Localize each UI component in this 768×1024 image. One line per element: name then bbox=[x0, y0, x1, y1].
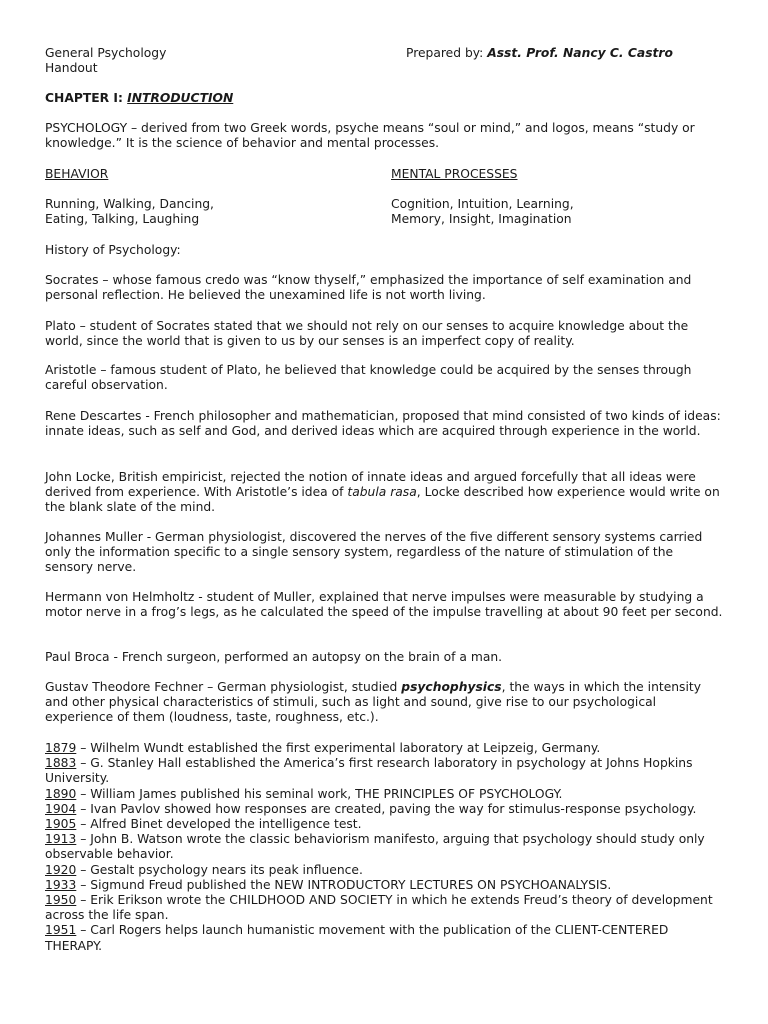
course-title: General Psychology bbox=[45, 46, 167, 60]
chapter-heading bbox=[45, 91, 233, 106]
timeline-year: 1879 bbox=[45, 741, 77, 755]
mental-line-1: Cognition, Intuition, Learning, bbox=[391, 197, 574, 211]
chapter-label: CHAPTER I: bbox=[45, 91, 123, 105]
broca-paragraph: Paul Broca - French surgeon, performed an autopsy on the brain of a man. bbox=[45, 650, 503, 664]
behavior-heading: BEHAVIOR bbox=[45, 167, 109, 181]
plato-paragraph: Plato – student of Socrates stated that we should not rely on our senses to acquire knowledge about the world, since the world that is given to us by our senses is an imperfect copy of reality. bbox=[45, 319, 689, 349]
timeline-year: 1950 bbox=[45, 893, 77, 908]
timeline-year: 1951 bbox=[45, 923, 77, 938]
socrates-paragraph: Socrates – whose famous credo was “know thyself,” emphasized the importance of self examination and personal reflection. He believed the unexamined life is not worth living. bbox=[45, 273, 692, 303]
timeline-year: 1904 bbox=[45, 801, 77, 816]
chapter-title: INTRODUCTION bbox=[127, 91, 234, 105]
tabula-rasa-term: tabula rasa bbox=[347, 485, 417, 500]
behavior-line-1: Running, Walking, Dancing, bbox=[45, 197, 214, 211]
fechner-paragraph bbox=[45, 680, 725, 726]
mental-line-2: Memory, Insight, Imagination bbox=[391, 212, 572, 226]
author-name: Asst. Prof. Nancy C. Castro bbox=[487, 46, 673, 60]
timeline-year: 1883 bbox=[45, 756, 77, 771]
prepared-label: Prepared by: bbox=[406, 46, 484, 60]
timeline-entry bbox=[45, 787, 725, 802]
timeline-text: – William James published his seminal work, THE PRINCIPLES OF PSYCHOLOGY. bbox=[76, 786, 563, 801]
timeline-entry bbox=[45, 817, 725, 832]
timeline-text: – Wilhelm Wundt established the first experimental laboratory at Leipzeig, Germany. bbox=[76, 741, 601, 755]
timeline-text: – Erik Erikson wrote the CHILDHOOD AND SOCIETY in which he extends Freud’s theory of development across the life span. bbox=[45, 893, 713, 923]
timeline-year: 1920 bbox=[45, 862, 77, 877]
psychology-definition: PSYCHOLOGY – derived from two Greek words, psyche means “soul or mind,” and logos, means “study or knowledge.” It is the science of behavior and mental processes. bbox=[45, 121, 695, 151]
descartes-paragraph: Rene Descartes - French philosopher and mathematician, proposed that mind consisted of two kinds of ideas: innate ideas, such as self and God, and derived ideas which are acquired through experience in the world. bbox=[45, 409, 721, 439]
mental-heading: MENTAL PROCESSES bbox=[391, 167, 518, 181]
timeline-text: – Ivan Pavlov showed how responses are created, paving the way for stimulus-response psychology. bbox=[76, 801, 697, 816]
locke-paragraph bbox=[45, 470, 725, 516]
timeline-text: – Alfred Binet developed the intelligence test. bbox=[76, 817, 362, 832]
locke-text-a: John Locke, British empiricist, rejected the notion of innate ideas and argued forcefully that all ideas were derived from experience. With Aristotle’s idea of bbox=[45, 470, 696, 500]
doc-type: Handout bbox=[45, 61, 98, 75]
timeline-entry bbox=[45, 863, 725, 878]
helmholtz-paragraph: Hermann von Helmholtz - student of Muller, explained that nerve impulses were measurable by studying a motor nerve in a frog’s legs, as he calculated the speed of the impulse travelling at about 90 feet per second. bbox=[45, 590, 723, 620]
psychophysics-term: psychophysics bbox=[401, 680, 502, 694]
timeline-text: – G. Stanley Hall established the America’s first research laboratory in psychology at Johns Hopkins University. bbox=[45, 756, 693, 786]
fechner-text-a: Gustav Theodore Fechner – German physiologist, studied bbox=[45, 680, 402, 694]
muller-paragraph: Johannes Muller - German physiologist, discovered the nerves of the five different sensory systems carried only the information specific to a single sensory system, regardless of the nature of stimulation of the sensory nerve. bbox=[45, 530, 703, 575]
timeline-year: 1905 bbox=[45, 817, 77, 832]
timeline-text: – Carl Rogers helps launch humanistic movement with the publication of the CLIENT-CENTERED THERAPY. bbox=[45, 923, 669, 953]
timeline-entry bbox=[45, 802, 725, 817]
timeline-entry bbox=[45, 741, 725, 756]
timeline-entry bbox=[45, 756, 725, 786]
timeline-entry bbox=[45, 832, 725, 862]
timeline-year: 1913 bbox=[45, 832, 77, 847]
timeline-entry bbox=[45, 893, 725, 923]
behavior-line-2: Eating, Talking, Laughing bbox=[45, 212, 200, 226]
timeline-year: 1890 bbox=[45, 786, 77, 801]
aristotle-paragraph: Aristotle – famous student of Plato, he believed that knowledge could be acquired by the senses through careful observation. bbox=[45, 363, 692, 393]
timeline-entry bbox=[45, 923, 725, 953]
timeline-year: 1933 bbox=[45, 877, 77, 892]
timeline-entry bbox=[45, 878, 725, 893]
timeline-text: – Sigmund Freud published the NEW INTRODUCTORY LECTURES ON PSYCHOANALYSIS. bbox=[76, 877, 612, 892]
fechner-text-b: , the ways in which the intensity and other physical characteristics of stimuli, such as light and sound, give rise to our psychological experience of them (loudness, taste, roughness, etc.). bbox=[45, 680, 701, 725]
timeline-list bbox=[45, 741, 725, 954]
timeline-text: – John B. Watson wrote the classic behaviorism manifesto, arguing that psychology should study only observable behavior. bbox=[45, 832, 705, 862]
prepared-by bbox=[406, 46, 673, 61]
history-heading: History of Psychology: bbox=[45, 243, 181, 257]
locke-text-b: , Locke described how experience would write on the blank slate of the mind. bbox=[45, 485, 720, 515]
timeline-text: – Gestalt psychology nears its peak influence. bbox=[76, 862, 363, 877]
